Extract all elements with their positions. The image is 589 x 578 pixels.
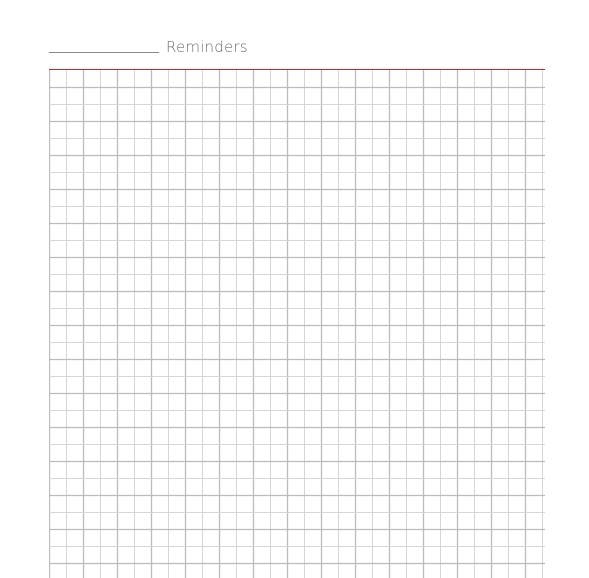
grid-svg	[49, 70, 545, 578]
header-red-rule	[49, 69, 545, 70]
page-title: Reminders	[166, 38, 248, 56]
page-header	[49, 36, 248, 56]
name-blank-line	[49, 52, 159, 53]
graph-paper-grid	[49, 70, 545, 578]
